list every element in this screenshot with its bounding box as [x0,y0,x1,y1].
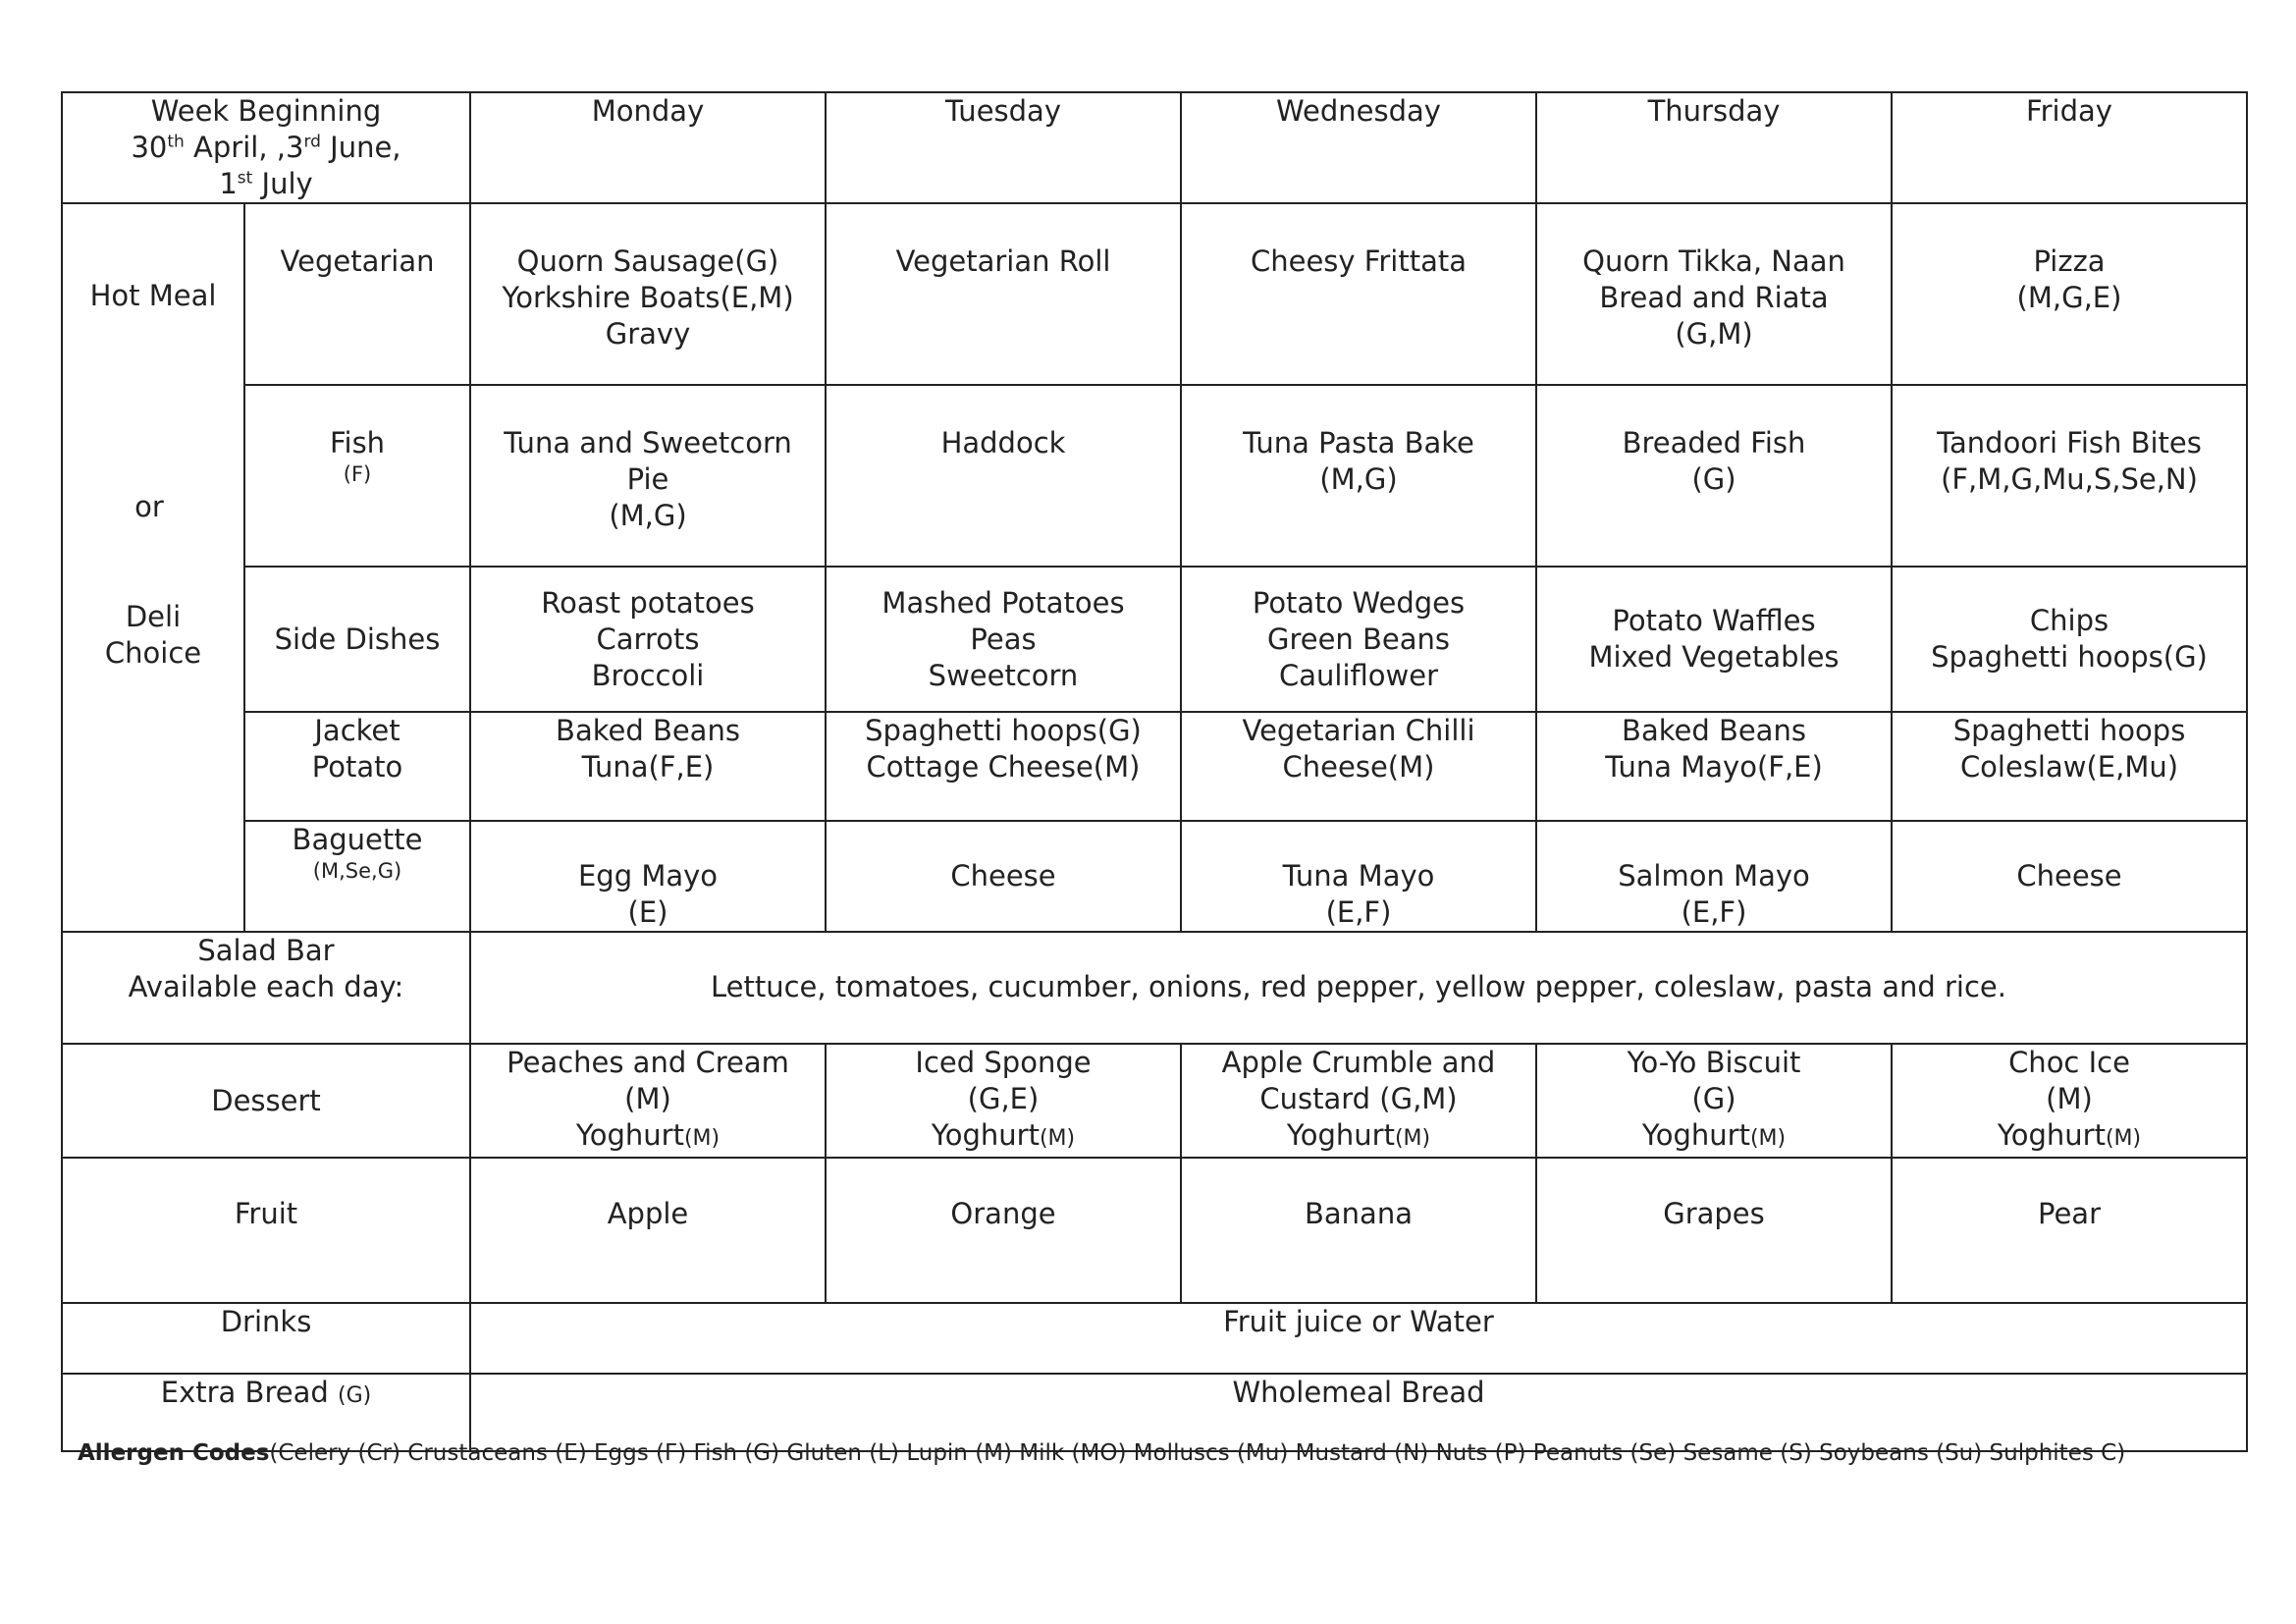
baguette-allergen: (M,Se,G) [312,859,402,883]
side-dishes-wednesday: Potato Wedges Green Beans Cauliflower [1181,567,1536,712]
header-row [62,92,2247,203]
dessert-friday: Choc Ice (M) Yoghurt(M) [1892,1044,2247,1158]
baguette-label: Baguette [292,823,423,856]
jacket-potato-friday: Spaghetti hoops Coleslaw(E,Mu) [1892,712,2247,821]
week-label: Week Beginning [150,94,382,128]
fruit-label: Fruit [62,1158,470,1303]
dessert-thursday: Yo-Yo Biscuit (G) Yoghurt(M) [1536,1044,1892,1158]
fruit-thursday: Grapes [1536,1158,1892,1303]
fish-monday: Tuna and Sweetcorn Pie (M,G) [470,385,826,567]
baguette-tuesday: Cheese [826,821,1181,932]
fruit-friday: Pear [1892,1158,2247,1303]
choice-label: Choice [104,636,202,670]
baguette-monday: Egg Mayo (E) [470,821,826,932]
vegetarian-row [62,203,2247,385]
extra-bread-text: Wholemeal Bread [470,1374,2247,1451]
fish-tuesday: Haddock [826,385,1181,567]
salad-bar-items: Lettuce, tomatoes, cucumber, onions, red pepper, yellow pepper, coleslaw, pasta and rice. [470,932,2247,1044]
jacket-potato-label: Jacket Potato [244,712,470,821]
side-dishes-label: Side Dishes [244,567,470,712]
drinks-text: Fruit juice or Water [470,1303,2247,1374]
hot-meal-group-cell [62,203,244,932]
vegetarian-thursday: Quorn Tikka, Naan Bread and Riata (G,M) [1536,203,1892,385]
side-dishes-monday: Roast potatoes Carrots Broccoli [470,567,826,712]
allergen-codes-footer [78,1440,2125,1466]
jacket-potato-row [62,712,2247,821]
day-header-wednesday: Wednesday [1181,92,1536,203]
fish-label: Fish [329,426,386,460]
day-header-tuesday: Tuesday [826,92,1181,203]
allergen-codes-list: (Celery (Cr) Crustaceans (E) Eggs (F) Fish (G) Gluten (L) Lupin (M) Milk (MO) Molluscs (Mu) Mustard (N) Nuts (P) Peanuts (Se) Sesame (S) Soybeans (Su) Sulphites C) [269,1440,2126,1466]
fish-row [62,385,2247,567]
side-dishes-thursday: Potato Waffles Mixed Vegetables [1536,567,1892,712]
extra-bread-label: Extra Bread [160,1376,329,1409]
fish-label-cell [244,385,470,567]
allergen-codes-title: Allergen Codes [78,1440,270,1466]
jacket-potato-wednesday: Vegetarian Chilli Cheese(M) [1181,712,1536,821]
fish-thursday: Breaded Fish (G) [1536,385,1892,567]
day-header-monday: Monday [470,92,826,203]
side-dishes-row [62,567,2247,712]
salad-bar-label: Salad Bar Available each day: [62,932,470,1044]
dessert-tuesday: Iced Sponge (G,E) Yoghurt(M) [826,1044,1181,1158]
hot-meal-label: Hot Meal [89,279,217,312]
side-dishes-tuesday: Mashed Potatoes Peas Sweetcorn [826,567,1181,712]
baguette-wednesday: Tuna Mayo (E,F) [1181,821,1536,932]
fruit-monday: Apple [470,1158,826,1303]
baguette-row [62,821,2247,932]
salad-bar-row [62,932,2247,1044]
fruit-tuesday: Orange [826,1158,1181,1303]
fruit-row [62,1158,2247,1303]
week-dates-line-1: 30th April, ,3rd June, [131,131,401,164]
vegetarian-tuesday: Vegetarian Roll [826,203,1181,385]
hot-meal-group [63,204,243,929]
extra-bread-allergen: (G) [337,1383,372,1408]
day-header-friday: Friday [1892,92,2247,203]
vegetarian-label: Vegetarian [244,203,470,385]
jacket-potato-monday: Baked Beans Tuna(F,E) [470,712,826,821]
baguette-thursday: Salmon Mayo (E,F) [1536,821,1892,932]
vegetarian-friday: Pizza (M,G,E) [1892,203,2247,385]
dessert-label: Dessert [62,1044,470,1158]
baguette-friday: Cheese [1892,821,2247,932]
deli-label: Deli [125,600,182,633]
week-dates-line-2: 1st July [219,167,313,200]
drinks-label: Drinks [62,1303,470,1374]
jacket-potato-tuesday: Spaghetti hoops(G) Cottage Cheese(M) [826,712,1181,821]
side-dishes-friday: Chips Spaghetti hoops(G) [1892,567,2247,712]
vegetarian-monday: Quorn Sausage(G) Yorkshire Boats(E,M) Gravy [470,203,826,385]
fish-wednesday: Tuna Pasta Bake (M,G) [1181,385,1536,567]
day-header-thursday: Thursday [1536,92,1892,203]
fruit-wednesday: Banana [1181,1158,1536,1303]
dessert-row [62,1044,2247,1158]
or-label: or [134,490,164,523]
dessert-wednesday: Apple Crumble and Custard (G,M) Yoghurt(M) [1181,1044,1536,1158]
fish-friday: Tandoori Fish Bites (F,M,G,Mu,S,Se,N) [1892,385,2247,567]
dessert-monday: Peaches and Cream (M) Yoghurt(M) [470,1044,826,1158]
baguette-label-cell [244,821,470,932]
vegetarian-wednesday: Cheesy Frittata [1181,203,1536,385]
week-beginning-cell [62,92,470,203]
fish-allergen: (F) [343,462,372,486]
drinks-row [62,1303,2247,1374]
menu-table [61,91,2248,1452]
jacket-potato-thursday: Baked Beans Tuna Mayo(F,E) [1536,712,1892,821]
